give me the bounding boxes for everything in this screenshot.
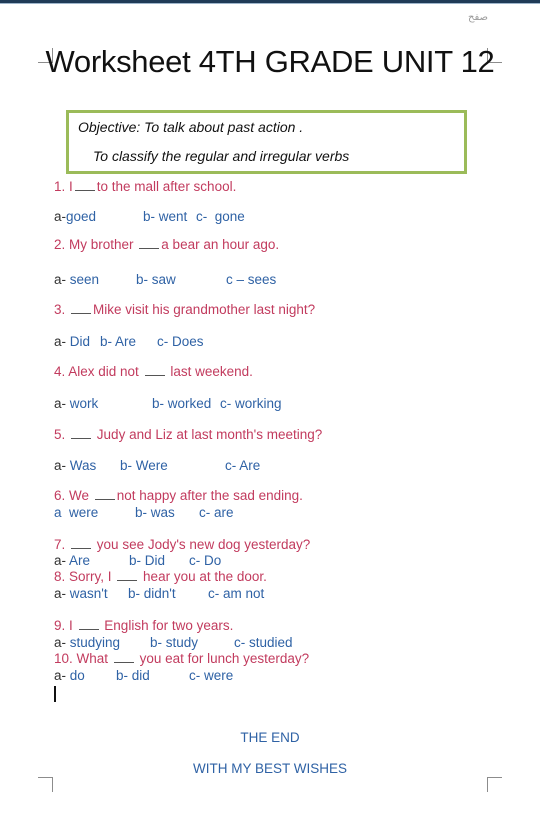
margin-corner-bottom-left [38, 777, 53, 792]
top-border-shadow [0, 3, 540, 4]
question-7: 7. you see Jody's new dog yesterday? [54, 537, 311, 552]
question-1: 1. I to the mall after school. [54, 179, 237, 194]
question-10: 10. What you eat for lunch yesterday? [54, 651, 310, 666]
objective-box [66, 110, 467, 174]
objective-line-1: Objective: To talk about past action . [78, 119, 304, 135]
question-5: 5. Judy and Liz at last month's meeting? [54, 427, 323, 442]
best-wishes-label: WITH MY BEST WISHES [192, 761, 348, 776]
margin-corner-bottom-right [487, 777, 502, 792]
worksheet-title: Worksheet 4TH GRADE UNIT 12 [45, 44, 495, 79]
question-2: 2. My brother a bear an hour ago. [54, 237, 280, 252]
the-end-label: THE END [240, 730, 300, 745]
text-cursor[interactable] [54, 686, 56, 702]
question-9: 9. I English for two years. [54, 618, 234, 633]
objective-line-2: To classify the regular and irregular verbs [93, 148, 350, 164]
question-6: 6. We not happy after the sad ending. [54, 488, 303, 503]
question-4: 4. Alex did not last weekend. [54, 364, 253, 379]
question-3: 3. Mike visit his grandmother last night? [54, 302, 316, 317]
question-8: 8. Sorry, I hear you at the door. [54, 569, 267, 584]
page-label: صفح [467, 12, 488, 23]
